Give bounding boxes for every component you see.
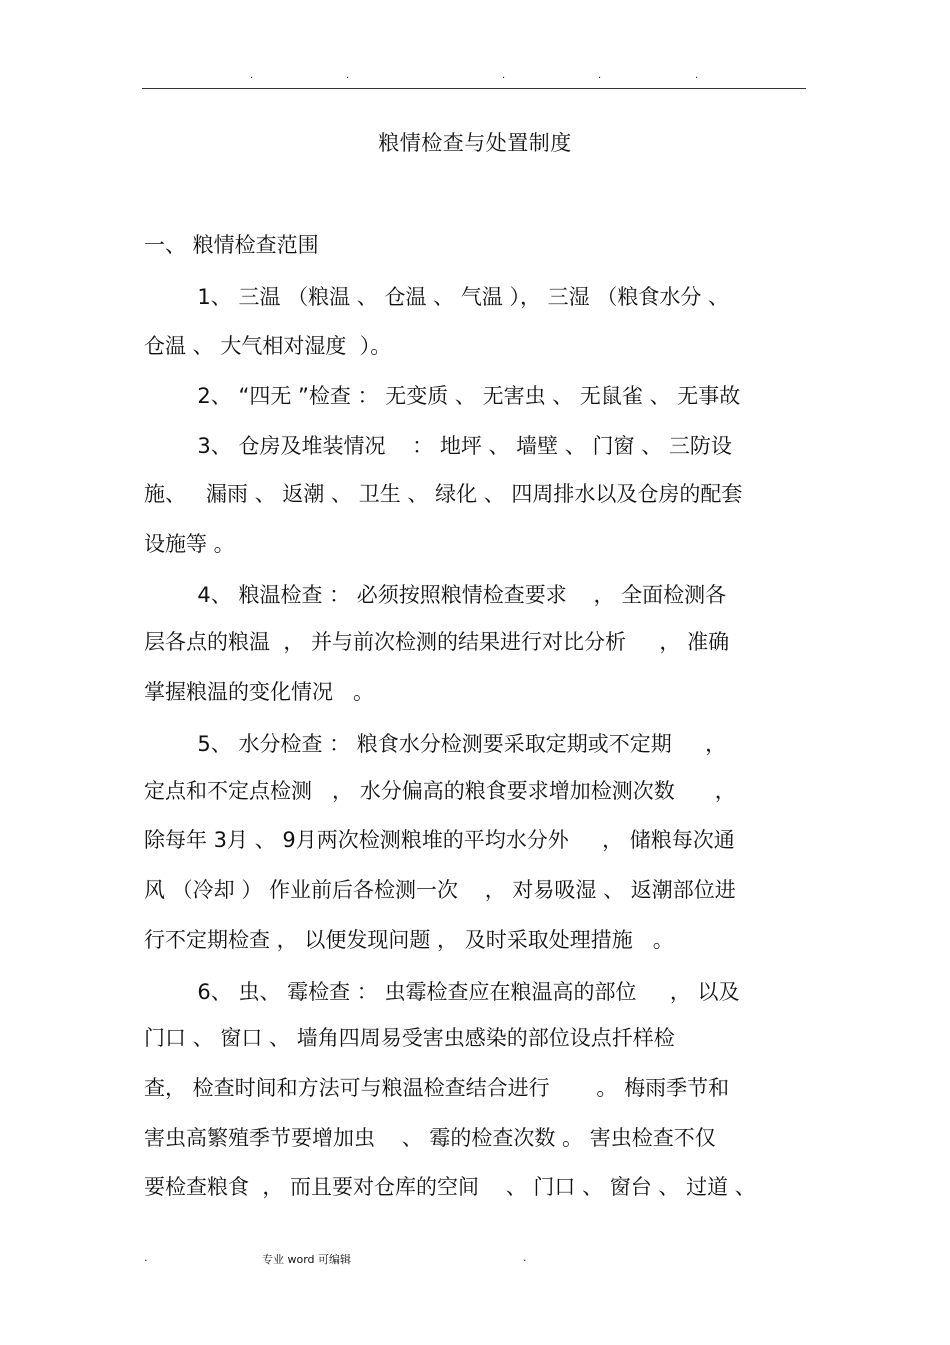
document-title: 粮情检查与处置制度 — [378, 131, 572, 155]
body-line: 查， 检查时间和方法可与粮温检查结合进行 。 梅雨季节和 — [144, 1076, 730, 1100]
header-dots — [0, 70, 950, 84]
body-line: 6、 虫、 霉检查 ： 虫霉检查应在粮温高的部位 ， 以及 — [144, 980, 740, 1004]
body-line: 掌握粮温的变化情况 。 — [144, 680, 375, 704]
section-heading: 一、 粮情检查范围 — [144, 233, 319, 257]
body-line: 1、 三温 （粮温 、 仓温 、 气温 ）， 三湿 （粮食水分 、 — [144, 285, 730, 309]
header-rule — [142, 88, 806, 89]
header-dot: . — [250, 70, 254, 81]
body-line: 定点和不定点检测 ， 水分偏高的粮食要求增加检测次数 ， — [144, 779, 736, 803]
body-line: 风 （冷却 ） 作业前后各检测一次 ， 对易吸湿 、 返潮部位进 — [144, 878, 736, 902]
body-line: 4、 粮温检查 ： 必须按照粮情检查要求 ， 全面检测各 — [144, 583, 727, 607]
footer-dot-right: . — [523, 1251, 527, 1264]
footer-text: 专业 word 可编辑 — [262, 1253, 352, 1266]
body-line: 除每年 3月 、 9月两次检测粮堆的平均水分外 ， 储粮每次通 — [144, 828, 735, 852]
body-line: 层各点的粮温 ， 并与前次检测的结果进行对比分析 ， 准确 — [144, 630, 730, 654]
body-line: 设施等 。 — [144, 532, 235, 556]
header-dot: . — [598, 70, 602, 81]
body-line: 2、 “四无 ”检查 ： 无变质 、 无害虫 、 无鼠雀 、 无事故 — [144, 384, 741, 408]
header-dot: . — [502, 70, 506, 81]
header-dot: . — [346, 70, 350, 81]
page-footer — [0, 1251, 950, 1271]
body-line: 行不定期检查 ， 以便发现问题 ， 及时采取处理措施 。 — [144, 928, 674, 952]
body-line: 门口 、 窗口 、 墙角四周易受害虫感染的部位设点扦样检 — [144, 1026, 675, 1050]
body-line: 害虫高繁殖季节要增加虫 、 霉的检查次数 。 害虫检查不仅 — [144, 1126, 716, 1150]
header-dot: . — [695, 70, 699, 81]
body-line: 要检查粮食 ， 而且要对仓库的空间 、 门口 、 窗台 、 过道 、 — [144, 1175, 756, 1199]
body-line: 施、 漏雨 、 返潮 、 卫生 、 绿化 、 四周排水以及仓房的配套 — [144, 482, 743, 506]
body-line: 3、 仓房及堆装情况 ： 地坪 、 墙壁 、 门窗 、 三防设 — [144, 434, 732, 458]
footer-dot-left: . — [144, 1251, 148, 1264]
body-line: 5、 水分检查 ： 粮食水分检测要采取定期或不定期 ， — [144, 732, 727, 756]
body-line: 仓温 、 大气相对湿度 ）。 — [144, 334, 392, 358]
